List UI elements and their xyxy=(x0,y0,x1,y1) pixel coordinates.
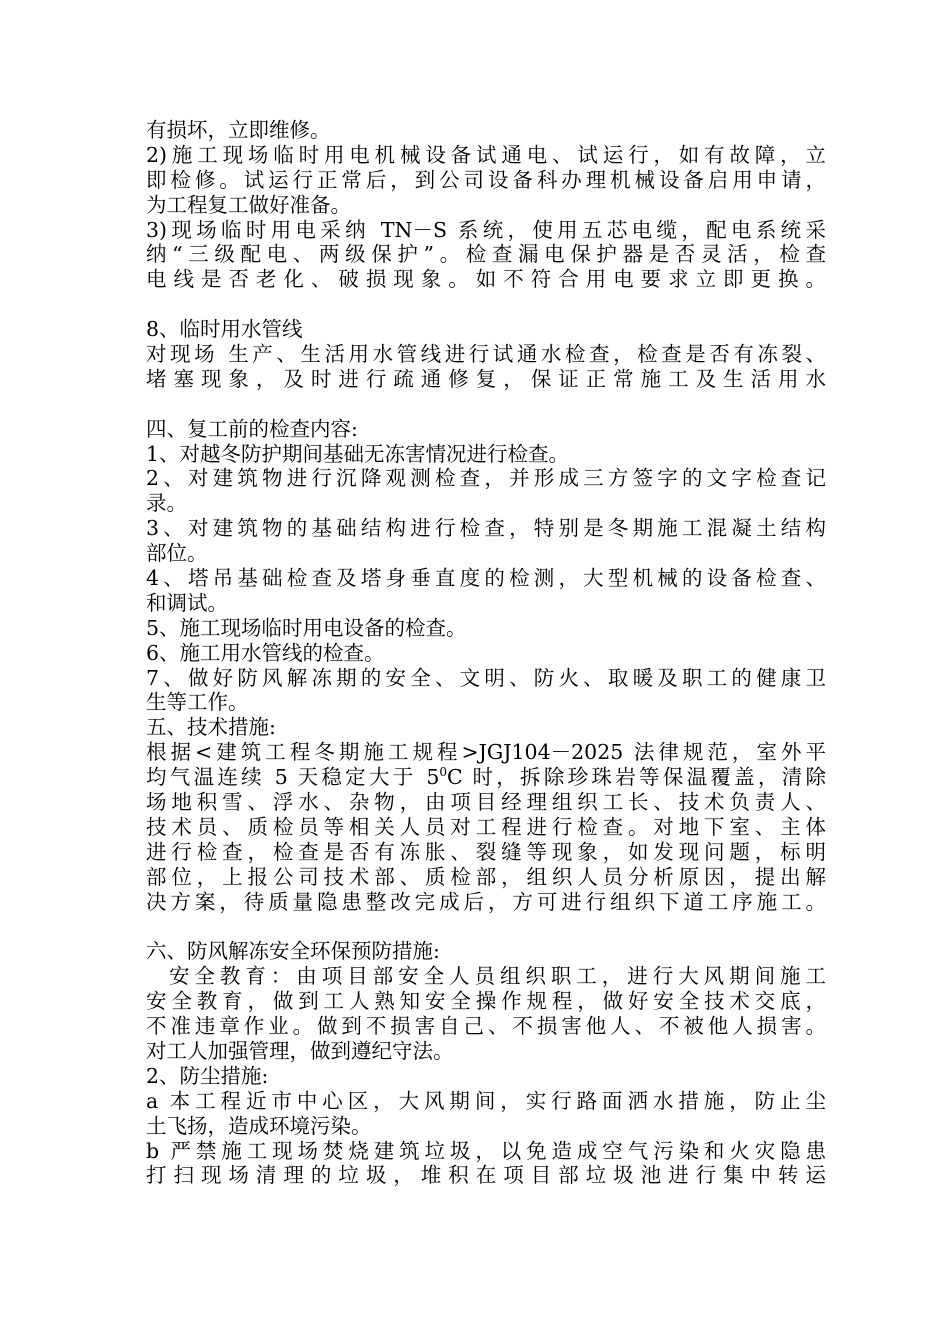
paragraph-line: 2)施工现场临时用电机械设备试通电、试运行，如有故障，立 xyxy=(146,142,826,167)
paragraph-line: 堵塞现象，及时进行疏通修复，保证正常施工及生活用水 xyxy=(146,366,826,391)
paragraph-line: 技术员、质检员等相关人员对工程进行检查。对地下室、主体 xyxy=(146,814,826,839)
list-item: 部位。 xyxy=(146,541,208,566)
paragraph-line: 安全教育，做到工人熟知安全操作规程，做好安全技术交底， xyxy=(146,989,826,1014)
paragraph-line: a 本工程近市中心区，大风期间，实行路面洒水措施，防止尘 xyxy=(146,1088,826,1113)
superscript: 0 xyxy=(439,765,447,780)
section-heading: 六、防风解冻安全环保预防措施: xyxy=(146,939,440,964)
paragraph-line: 3)现场临时用电采纳 TN－S 系统，使用五芯电缆，配电系统采 xyxy=(146,217,826,242)
document-page xyxy=(146,118,826,1188)
list-item: 5、施工现场临时用电设备的检查。 xyxy=(146,615,467,640)
section-heading: 8、临时用水管线 xyxy=(146,317,303,342)
list-item: 6、施工用水管线的检查。 xyxy=(146,640,385,665)
paragraph-line: 即检修。试运行正常后，到公司设备科办理机械设备启用申请， xyxy=(146,167,826,192)
paragraph-line xyxy=(146,765,826,790)
list-item: 录。 xyxy=(146,491,187,516)
list-item: 生等工作。 xyxy=(146,690,249,715)
paragraph-line: 土飞扬，造成环境污染。 xyxy=(146,1113,372,1138)
paragraph-line: 为工程复工做好准备。 xyxy=(146,192,351,217)
section-heading: 五、技术措施: xyxy=(146,715,276,740)
paragraph-line: 进行检查，检查是否有冻胀、裂缝等现象，如发现问题，标明 xyxy=(146,839,826,864)
paragraph-line: 对现场 生产、生活用水管线进行试通水检查，检查是否有冻裂、 xyxy=(146,342,826,367)
paragraph-line: 对工人加强管理，做到遵纪守法。 xyxy=(146,1038,454,1063)
paragraph-line: 部位，上报公司技术部、质检部，组织人员分析原因，提出解 xyxy=(146,864,826,889)
text-span: C 时，拆除珍珠岩等保温覆盖，清除 xyxy=(447,765,826,790)
list-item: 4、塔吊基础检查及塔身垂直度的检测，大型机械的设备检查、 xyxy=(146,566,826,591)
paragraph-line: b 严禁施工现场焚烧建筑垃圾，以免造成空气污染和火灾隐患 xyxy=(146,1138,826,1163)
paragraph-line: 安全教育：由项目部安全人员组织职工，进行大风期间施工 xyxy=(146,964,826,989)
paragraph-line: 场地积雪、浮水、杂物，由项目经理组织工长、技术负责人、 xyxy=(146,790,826,815)
paragraph-line: 电线是否老化、破损现象。如不符合用电要求立即更换。 xyxy=(146,267,826,292)
paragraph-line: 不准违章作业。做到不损害自己、不损害他人、不被他人损害。 xyxy=(146,1014,826,1039)
paragraph-line: 决方案，待质量隐患整改完成后，方可进行组织下道工序施工。 xyxy=(146,889,826,914)
list-item: 1、对越冬防护期间基础无冻害情况进行检查。 xyxy=(146,441,570,466)
list-item: 3、对建筑物的基础结构进行检查，特别是冬期施工混凝土结构 xyxy=(146,516,826,541)
text-span: 均气温连续 5 天稳定大于 5 xyxy=(146,765,440,790)
paragraph-line: 根据<建筑工程冬期施工规程>JGJ104－2025 法律规范，室外平 xyxy=(146,740,826,765)
section-heading: 四、复工前的检查内容: xyxy=(146,416,358,441)
list-item: 和调试。 xyxy=(146,590,228,615)
paragraph-line: 纳“三级配电、两级保护”。检查漏电保护器是否灵活，检查 xyxy=(146,242,826,267)
section-subheading: 2、防尘措施: xyxy=(146,1063,269,1088)
list-item: 2、对建筑物进行沉降观测检查，并形成三方签字的文字检查记 xyxy=(146,466,826,491)
paragraph-line: 有损坏，立即维修。 xyxy=(146,118,331,142)
paragraph-line: 打扫现场清理的垃圾，堆积在项目部垃圾池进行集中转运 xyxy=(146,1163,826,1188)
list-item: 7、做好防风解冻期的安全、文明、防火、取暖及职工的健康卫 xyxy=(146,665,826,690)
